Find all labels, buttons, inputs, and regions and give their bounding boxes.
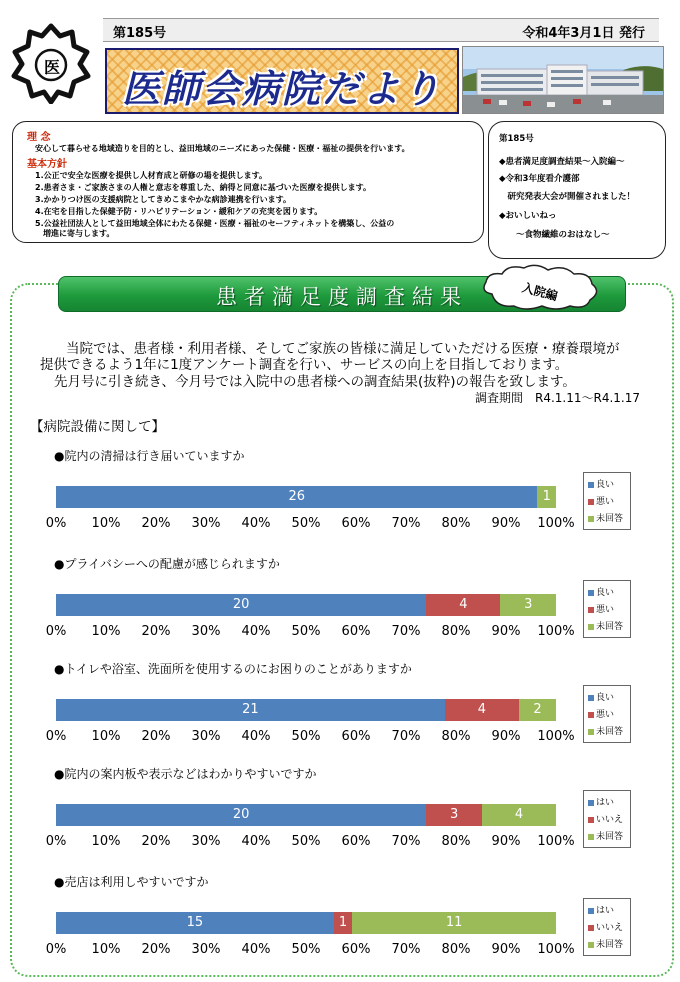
- header-bar: [103, 18, 659, 42]
- tick-label: 50%: [291, 624, 321, 639]
- question-label: ●売店は利用しやすいですか: [54, 875, 209, 889]
- bar-segment: 21: [56, 699, 445, 721]
- legend-label: 悪い: [596, 710, 615, 720]
- chart-legend: [583, 790, 631, 848]
- toc-item: ◆おいしいねっ: [499, 211, 557, 221]
- inpatient-badge: 入院編: [520, 280, 560, 304]
- legend-swatch: [588, 834, 594, 840]
- bar-segment: 1: [334, 912, 353, 934]
- stacked-bar: [56, 486, 556, 508]
- legend-label: はい: [596, 906, 615, 916]
- tick-label: 90%: [491, 624, 521, 639]
- tick-label: 100%: [537, 834, 575, 849]
- legend-label: 未回答: [596, 940, 624, 950]
- legend-swatch: [588, 712, 594, 718]
- legend-label: いいえ: [596, 815, 624, 825]
- legend-entry: [588, 619, 623, 632]
- tick-label: 40%: [241, 942, 271, 957]
- tick-label: 20%: [141, 624, 171, 639]
- tick-label: 10%: [91, 729, 121, 744]
- tick-label: 40%: [241, 729, 271, 744]
- tick-label: 0%: [45, 942, 67, 957]
- legend-swatch: [588, 590, 594, 596]
- bar-segment: 11: [352, 912, 556, 934]
- tick-label: 100%: [537, 942, 575, 957]
- hospital-photo: [462, 46, 664, 114]
- tick-label: 50%: [291, 834, 321, 849]
- x-axis: [30, 729, 590, 747]
- tick-label: 60%: [341, 624, 371, 639]
- basic-policy-heading: 基本方針: [27, 159, 67, 170]
- legend-label: 未回答: [596, 727, 624, 737]
- philosophy-box: [12, 121, 484, 243]
- tick-label: 50%: [291, 729, 321, 744]
- tick-label: 20%: [141, 942, 171, 957]
- tick-label: 10%: [91, 942, 121, 957]
- legend-entry: [588, 707, 614, 720]
- stacked-bar: [56, 912, 556, 934]
- tick-label: 60%: [341, 942, 371, 957]
- chart-legend: [583, 580, 631, 638]
- toc-item: ～食物繊維のおはなし～: [499, 230, 610, 240]
- legend-entry: [588, 690, 614, 703]
- question-label: ●プライバシーへの配慮が感じられますか: [54, 557, 280, 571]
- legend-swatch: [588, 817, 594, 823]
- tick-label: 60%: [341, 834, 371, 849]
- legend-entry: [588, 602, 614, 615]
- legend-swatch: [588, 624, 594, 630]
- newsletter-title: 医師会病院だより: [121, 67, 442, 111]
- legend-entry: [588, 937, 623, 950]
- policy-item: 1.公正で安全な医療を提供し人材育成と研修の場を提供します。: [35, 171, 267, 180]
- issue-date: 令和4年3月1日 発行: [522, 26, 645, 41]
- toc-item: ◆患者満足度調査結果～入院編～: [499, 157, 625, 167]
- chart-legend: [583, 685, 631, 743]
- tick-label: 0%: [45, 834, 67, 849]
- policy-item: 増進に寄与します。: [35, 229, 115, 238]
- tick-label: 30%: [191, 729, 221, 744]
- tick-label: 10%: [91, 624, 121, 639]
- tick-label: 0%: [45, 624, 67, 639]
- legend-swatch: [588, 908, 594, 914]
- x-axis: [30, 942, 590, 960]
- tick-label: 70%: [391, 942, 421, 957]
- legend-label: いいえ: [596, 923, 624, 933]
- legend-entry: [588, 920, 623, 933]
- stacked-bar: [56, 594, 556, 616]
- tick-label: 80%: [441, 834, 471, 849]
- tick-label: 80%: [441, 729, 471, 744]
- legend-entry: [588, 477, 614, 490]
- legend-label: 未回答: [596, 832, 624, 842]
- bar-segment: 26: [56, 486, 537, 508]
- tick-label: 90%: [491, 729, 521, 744]
- tick-label: 60%: [341, 516, 371, 531]
- bar-segment: 2: [519, 699, 556, 721]
- tick-label: 40%: [241, 834, 271, 849]
- legend-swatch: [588, 482, 594, 488]
- tick-label: 70%: [391, 729, 421, 744]
- policy-item: 4.在宅を目指した保健予防・リハビリテーション・緩和ケアの充実を図ります。: [35, 207, 323, 216]
- toc-issue: 第185号: [499, 134, 534, 144]
- legend-entry: [588, 812, 623, 825]
- stacked-bar: [56, 699, 556, 721]
- legend-entry: [588, 829, 623, 842]
- legend-label: 未回答: [596, 622, 624, 632]
- intro-text: 当院では、患者様・利用者様、そしてご家族の皆様に満足していただける医療・療養環境が: [66, 341, 620, 357]
- tick-label: 80%: [441, 942, 471, 957]
- legend-label: はい: [596, 798, 615, 808]
- legend-swatch: [588, 516, 594, 522]
- legend-entry: [588, 795, 614, 808]
- tick-label: 20%: [141, 834, 171, 849]
- legend-swatch: [588, 695, 594, 701]
- chart-legend: [583, 472, 631, 530]
- legend-swatch: [588, 499, 594, 505]
- tick-label: 60%: [341, 729, 371, 744]
- tick-label: 20%: [141, 729, 171, 744]
- issue-number: 第185号: [113, 26, 167, 41]
- tick-label: 20%: [141, 516, 171, 531]
- tick-label: 90%: [491, 942, 521, 957]
- bar-segment: 1: [537, 486, 556, 508]
- legend-swatch: [588, 729, 594, 735]
- bar-segment: 3: [426, 804, 482, 826]
- legend-label: 悪い: [596, 605, 615, 615]
- tick-label: 100%: [537, 516, 575, 531]
- intro-text: 提供できるよう1年に1度アンケート調査を行い、サービスの向上を目指しております。: [40, 357, 569, 373]
- policy-item: 3.かかりつけ医の支援病院としてきめこまやかな病診連携を行います。: [35, 195, 291, 204]
- legend-entry: [588, 585, 614, 598]
- table-of-contents: [488, 121, 666, 259]
- stacked-bar: [56, 804, 556, 826]
- legend-swatch: [588, 800, 594, 806]
- tick-label: 90%: [491, 834, 521, 849]
- legend-label: 未回答: [596, 514, 624, 524]
- tick-label: 100%: [537, 624, 575, 639]
- bar-segment: 4: [426, 594, 500, 616]
- legend-swatch: [588, 607, 594, 613]
- tick-label: 70%: [391, 834, 421, 849]
- tick-label: 50%: [291, 516, 321, 531]
- bar-segment: 4: [482, 804, 556, 826]
- tick-label: 30%: [191, 516, 221, 531]
- chart-legend: [583, 898, 631, 956]
- tick-label: 80%: [441, 624, 471, 639]
- x-axis: [30, 624, 590, 642]
- tick-label: 80%: [441, 516, 471, 531]
- legend-entry: [588, 724, 623, 737]
- tick-label: 10%: [91, 834, 121, 849]
- legend-label: 悪い: [596, 497, 615, 507]
- x-axis: [30, 516, 590, 534]
- legend-label: 良い: [596, 480, 615, 490]
- tick-label: 30%: [191, 942, 221, 957]
- facilities-subheading: 【病院設備に関して】: [30, 419, 165, 435]
- tick-label: 10%: [91, 516, 121, 531]
- legend-label: 良い: [596, 693, 615, 703]
- legend-swatch: [588, 925, 594, 931]
- intro-text: 先月号に引き続き、今月号では入院中の患者様への調査結果(抜粋)の報告を致します。: [54, 374, 576, 390]
- survey-period: 調査期間 R4.1.11～R4.1.17: [474, 391, 640, 405]
- newsletter-title-box: [105, 48, 459, 114]
- policy-item: 2.患者さま・ご家族さまの人権と意志を尊重した、納得と同意に基づいた医療を提供します。: [35, 183, 371, 192]
- legend-entry: [588, 903, 614, 916]
- legend-swatch: [588, 942, 594, 948]
- legend-entry: [588, 511, 623, 524]
- legend-label: 良い: [596, 588, 615, 598]
- question-label: ●院内の案内板や表示などはわかりやすいですか: [54, 767, 317, 781]
- philosophy-text: 安心して暮らせる地域造りを目的とし、益田地域のニーズにあった保健・医療・福祉の提供を行います。: [35, 144, 410, 153]
- tick-label: 70%: [391, 624, 421, 639]
- tick-label: 90%: [491, 516, 521, 531]
- bar-segment: 15: [56, 912, 334, 934]
- tick-label: 30%: [191, 834, 221, 849]
- bar-segment: 3: [500, 594, 556, 616]
- toc-item: ◆令和3年度看介護部: [499, 174, 580, 184]
- policy-item: 5.公益社団法人として益田地域全体にわたる保健・医療・福祉のセーフティネットを構築し、公益の: [35, 219, 395, 228]
- bar-segment: 20: [56, 804, 426, 826]
- tick-label: 100%: [537, 729, 575, 744]
- toc-item: 研究発表大会が開催されました！: [499, 192, 636, 202]
- question-label: ●トイレや浴室、洗面所を使用するのにお困りのことがありますか: [54, 662, 412, 676]
- tick-label: 0%: [45, 729, 67, 744]
- tick-label: 40%: [241, 516, 271, 531]
- tick-label: 0%: [45, 516, 67, 531]
- question-label: ●院内の清掃は行き届いていますか: [54, 449, 245, 463]
- section-title: 患者満足度調査結果: [216, 285, 468, 309]
- philosophy-heading: 理 念: [27, 132, 51, 143]
- legend-entry: [588, 494, 614, 507]
- bar-segment: 20: [56, 594, 426, 616]
- tick-label: 50%: [291, 942, 321, 957]
- tick-label: 30%: [191, 624, 221, 639]
- logo-character: 医: [43, 58, 60, 77]
- x-axis: [30, 834, 590, 852]
- tick-label: 40%: [241, 624, 271, 639]
- tick-label: 70%: [391, 516, 421, 531]
- bar-segment: 4: [445, 699, 519, 721]
